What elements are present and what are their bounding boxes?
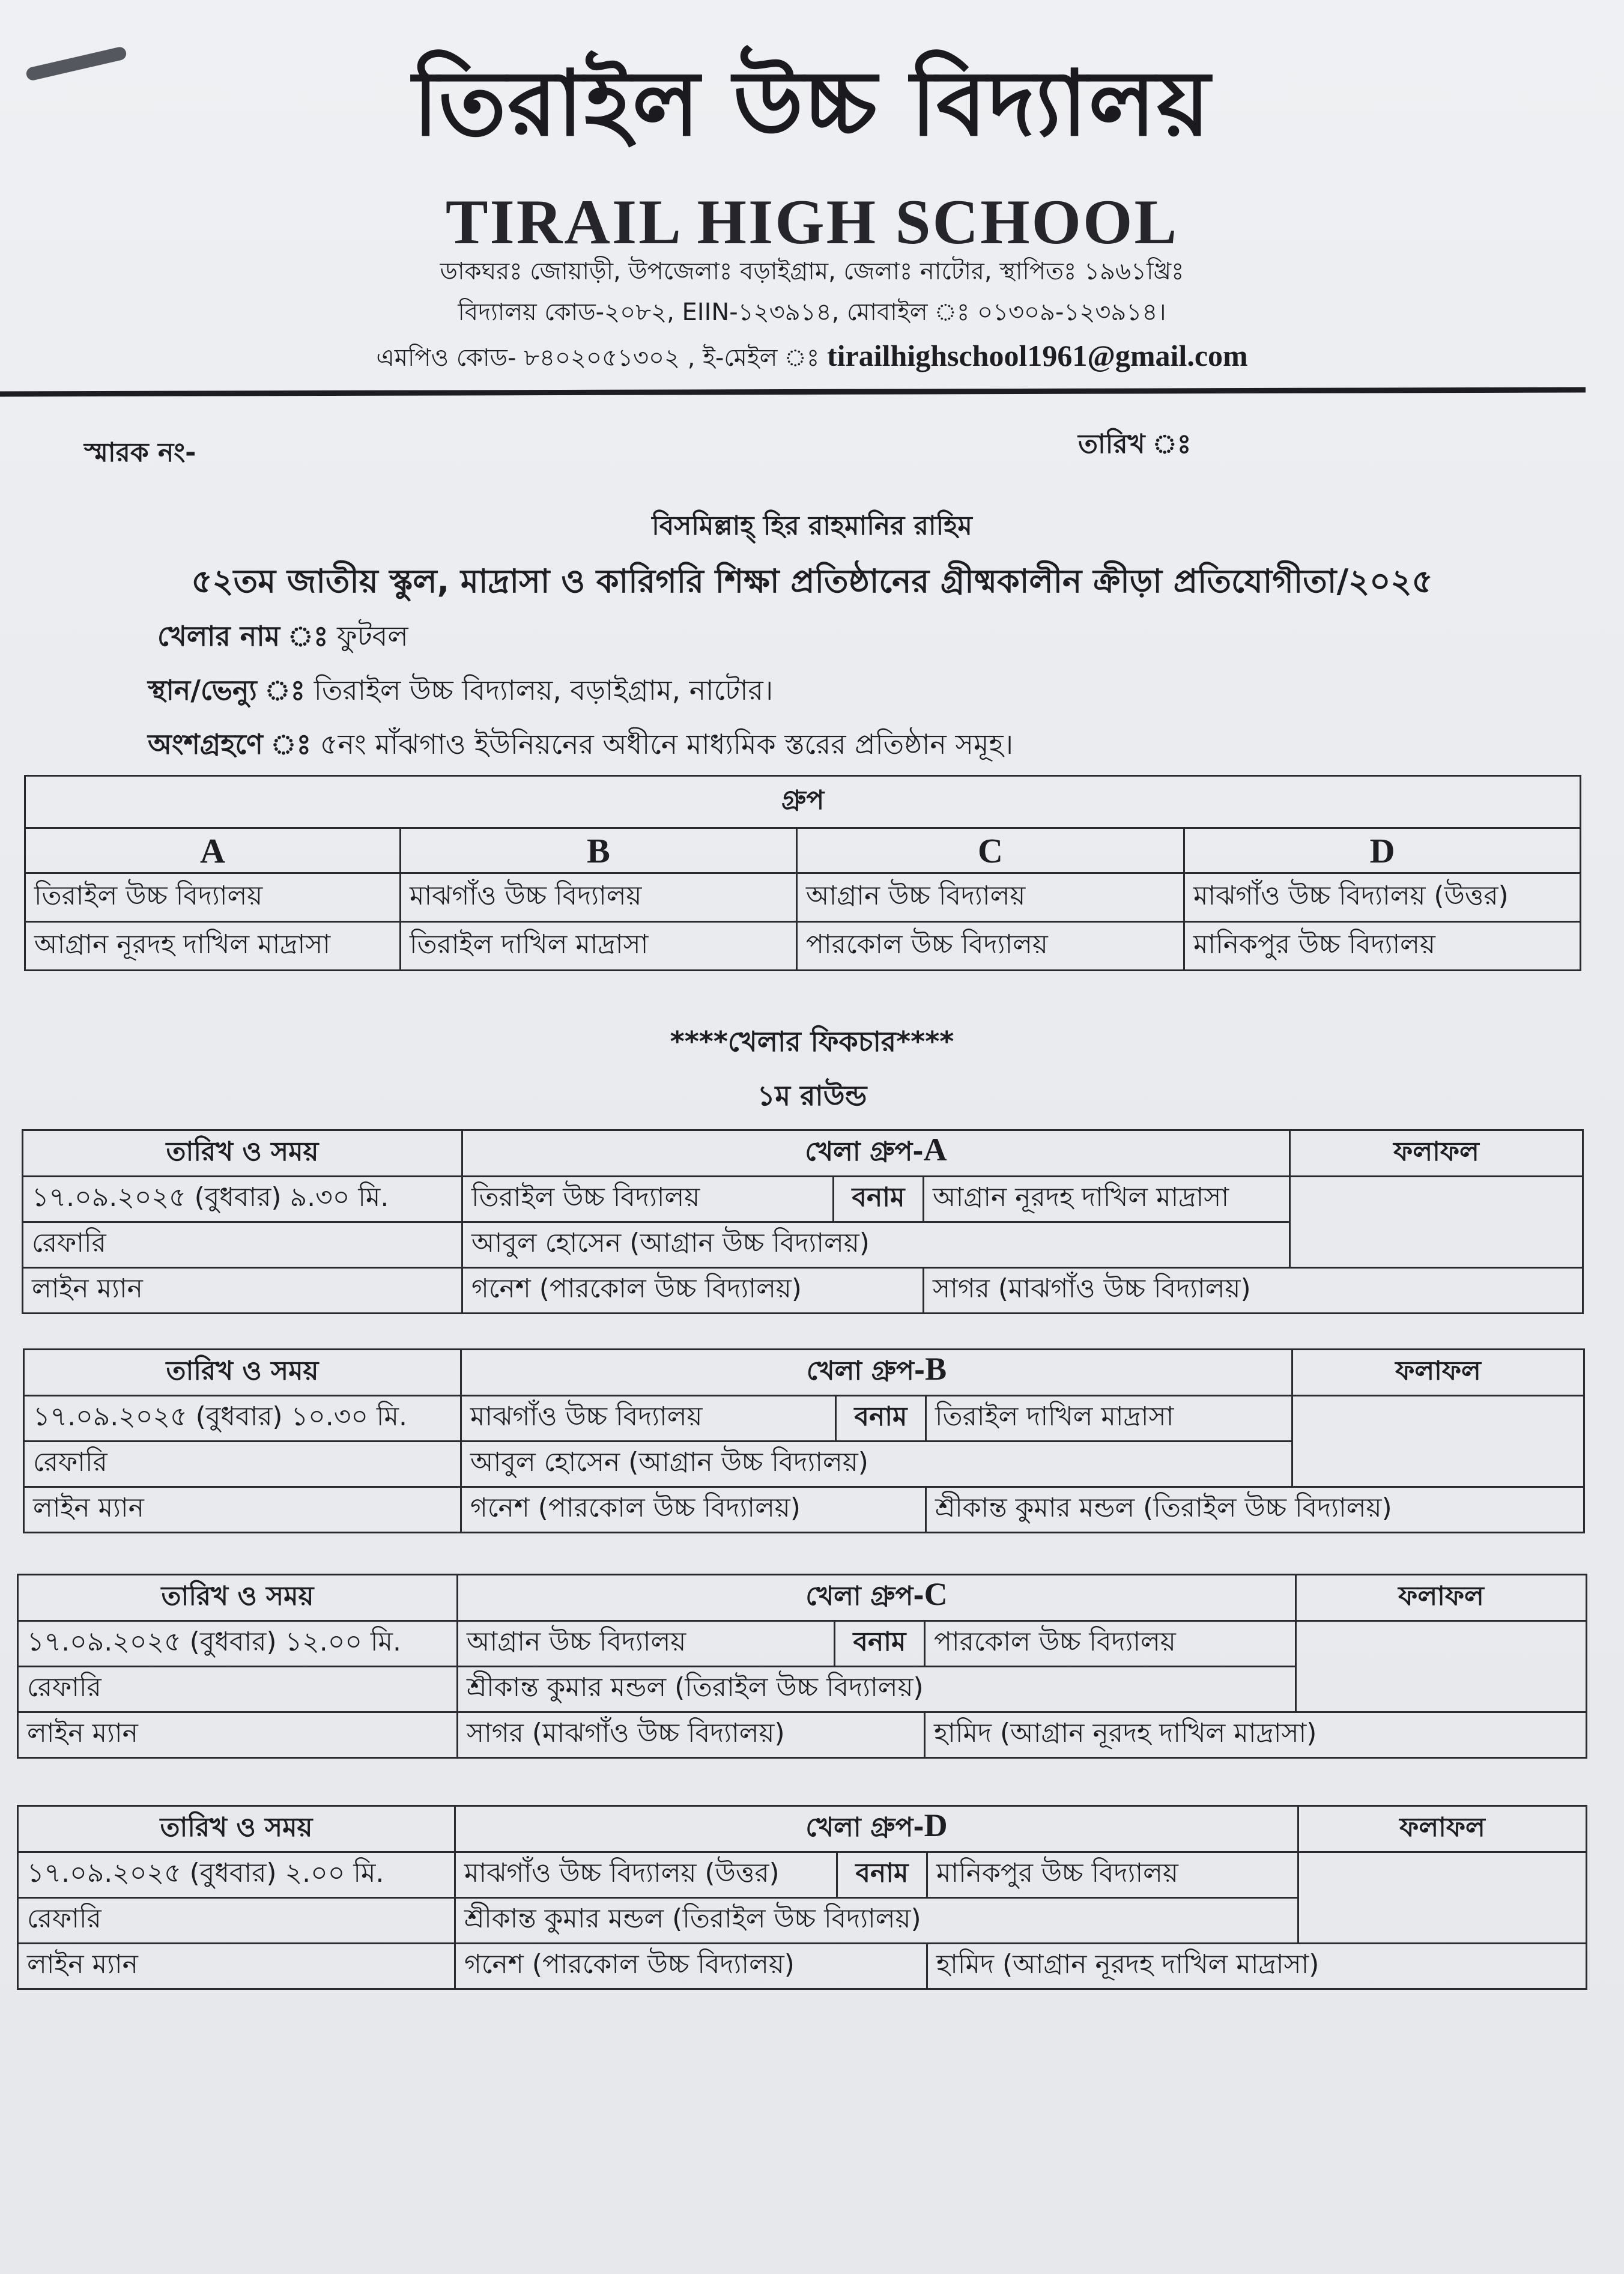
address-line-2: বিদ্যালয় কোড-২০৮২, EIIN-১২৩৯১৪, মোবাইল ঃ ০১৩০৯-১২৩৯১৪। [458,299,1166,326]
linesman-1: গনেশ (পারকোল উচ্চ বিদ্যালয়) [462,1268,924,1314]
referee-label: রেফারি [23,1222,462,1268]
match-group-header [458,1575,1296,1621]
team-1: মাঝগাঁও উচ্চ বিদ্যালয় (উত্তর) [455,1852,837,1898]
match-group-prefix: খেলা গ্রুপ- [805,1812,924,1843]
group-team: পারকোল উচ্চ বিদ্যালয় [797,922,1184,971]
referee-name: শ্রীকান্ত কুমার মন্ডল (তিরাইল উচ্চ বিদ্যালয়) [458,1667,1296,1712]
fixture-heading: ****খেলার ফিকচার**** [670,1025,954,1058]
result-cell [1298,1852,1587,1944]
group-letter: B [401,828,797,873]
venue-label: স্থান/ভেন্যু ঃ [148,674,306,706]
school-title-english: TIRAIL HIGH SCHOOL [445,187,1179,257]
group-letter: D [1184,828,1581,873]
fixture-table-group-a [22,1129,1584,1314]
versus-label: বনাম [835,1621,925,1667]
participants-value: ৫নং মাঁঝগাও ইউনিয়নের অধীনে মাধ্যমিক স্তরের প্রতিষ্ঠান সমূহ। [311,728,1014,760]
linesman-2: সাগর (মাঝগাঁও উচ্চ বিদ্যালয়) [924,1268,1583,1314]
versus-label: বনাম [837,1852,927,1898]
participants [148,728,1013,761]
match-group-prefix: খেলা গ্রুপ- [805,1136,924,1167]
result-cell [1296,1621,1587,1712]
referee-name: শ্রীকান্ত কুমার মন্ডল (তিরাইল উচ্চ বিদ্যালয়) [455,1898,1298,1944]
address-line-3 [0,338,1624,374]
address-line-1: ডাকঘরঃ জোয়াড়ী, উপজেলাঃ বড়াইগ্রাম, জেলাঃ নাটোর, স্থাপিতঃ ১৯৬১খ্রিঃ [440,258,1184,285]
match-group-prefix: খেলা গ্রুপ- [805,1581,924,1612]
referee-name: আবুল হোসেন (আগ্রান উচ্চ বিদ্যালয়) [462,1222,1290,1268]
referee-label: রেফারি [24,1442,461,1487]
team-1: আগ্রান উচ্চ বিদ্যালয় [458,1621,835,1667]
match-group-letter: A [923,1132,947,1168]
match-datetime: ১৭.০৯.২০২৫ (বুধবার) ৯.৩০ মি. [23,1177,462,1222]
linesman-1: গনেশ (পারকোল উচ্চ বিদ্যালয়) [461,1487,926,1533]
result-header: ফলাফল [1296,1575,1587,1621]
team-1: মাঝগাঁও উচ্চ বিদ্যালয় [461,1396,836,1442]
fixture-table-group-c [17,1574,1587,1759]
game-label: খেলার নাম ঃ [157,620,329,652]
linesman-1: সাগর (মাঝগাঁও উচ্চ বিদ্যালয়) [458,1712,925,1758]
groups-table [24,775,1581,971]
school-title-bengali: তিরাইল উচ্চ বিদ্যালয় [413,50,1211,156]
match-datetime: ১৭.০৯.২০২৫ (বুধবার) ১২.০০ মি. [18,1621,458,1667]
linesman-label: লাইন ম্যান [18,1712,458,1758]
versus-label: বনাম [834,1177,924,1222]
linesman-1: গনেশ (পারকোল উচ্চ বিদ্যালয়) [455,1944,927,1989]
result-header: ফলাফল [1290,1130,1583,1177]
group-team: মাঝগাঁও উচ্চ বিদ্যালয় (উত্তর) [1184,873,1581,922]
date-time-header: তারিখ ও সময় [23,1130,462,1177]
date-label: তারিখ ঃ [1078,429,1192,459]
event-title: ৫২তম জাতীয় স্কুল, মাদ্রাসা ও কারিগরি শিক্ষা প্রতিষ্ঠানের গ্রীষ্মকালীন ক্রীড়া প্রতিযোগীতা/২০২৫ [191,562,1433,600]
group-team: আগ্রান উচ্চ বিদ্যালয় [797,873,1184,922]
match-datetime: ১৭.০৯.২০২৫ (বুধবার) ১০.৩০ মি. [24,1396,461,1442]
referee-label: রেফারি [18,1667,458,1712]
referee-label: রেফারি [18,1898,455,1944]
game-name [157,620,408,653]
match-group-prefix: খেলা গ্রুপ- [806,1356,926,1386]
venue-value: তিরাইল উচ্চ বিদ্যালয়, বড়াইগ্রাম, নাটোর। [305,674,774,706]
result-header: ফলাফল [1298,1806,1587,1852]
group-team: আগ্রান নূরদহ দাখিল মাদ্রাসা [25,922,401,971]
group-team: তিরাইল উচ্চ বিদ্যালয় [25,873,401,922]
group-team: মানিকপুর উচ্চ বিদ্যালয় [1184,922,1581,971]
referee-name: আবুল হোসেন (আগ্রান উচ্চ বিদ্যালয়) [461,1442,1292,1487]
versus-label: বনাম [836,1396,926,1442]
fixture-table-group-d [17,1805,1587,1990]
participants-label: অংশগ্রহণে ঃ [148,728,312,760]
date-time-header: তারিখ ও সময় [18,1806,455,1852]
match-group-header [455,1806,1298,1852]
linesman-2: হামিদ (আগ্রান নূরদহ দাখিল মাদ্রাসা) [927,1944,1587,1989]
bismillah: বিসমিল্লাহ্ হির রাহমানির রাহিম [652,511,972,541]
linesman-label: লাইন ম্যান [18,1944,455,1989]
mpo-code-text: এমপিও কোড- ৮৪০২০৫১৩০২ , ই-মেইল ঃ [376,344,827,372]
group-letter: A [25,828,401,873]
match-group-letter: D [924,1807,948,1843]
venue [148,674,773,707]
school-email: tirailhighschool1961@gmail.com [827,339,1248,372]
match-group-header [461,1350,1292,1396]
result-header: ফলাফল [1292,1350,1584,1396]
game-value: ফুটবল [328,620,408,652]
team-2: আগ্রান নূরদহ দাখিল মাদ্রাসা [924,1177,1290,1222]
date-time-header: তারিখ ও সময় [24,1350,461,1396]
team-1: তিরাইল উচ্চ বিদ্যালয় [462,1177,834,1222]
result-cell [1290,1177,1583,1268]
linesman-label: লাইন ম্যান [23,1268,462,1314]
group-team: তিরাইল দাখিল মাদ্রাসা [401,922,797,971]
match-group-letter: B [925,1351,947,1387]
match-group-header [462,1130,1290,1177]
header-divider [0,387,1586,397]
result-cell [1292,1396,1584,1487]
group-team: মাঝগাঁও উচ্চ বিদ্যালয় [401,873,797,922]
group-letter: C [797,828,1184,873]
linesman-2: শ্রীকান্ত কুমার মন্ডল (তিরাইল উচ্চ বিদ্যালয়) [926,1487,1584,1533]
match-datetime: ১৭.০৯.২০২৫ (বুধবার) ২.০০ মি. [18,1852,455,1898]
groups-heading: গ্রুপ [25,776,1581,828]
fixture-table-group-b [23,1348,1585,1533]
team-2: পারকোল উচ্চ বিদ্যালয় [925,1621,1296,1667]
match-group-letter: C [924,1576,948,1612]
memo-number-label: স্মারক নং- [84,437,196,468]
team-2: তিরাইল দাখিল মাদ্রাসা [926,1396,1292,1442]
date-time-header: তারিখ ও সময় [18,1575,458,1621]
round-heading: ১ম রাউন্ড [757,1079,867,1112]
linesman-2: হামিদ (আগ্রান নূরদহ দাখিল মাদ্রাসা) [925,1712,1587,1758]
linesman-label: লাইন ম্যান [24,1487,461,1533]
team-2: মানিকপুর উচ্চ বিদ্যালয় [927,1852,1298,1898]
